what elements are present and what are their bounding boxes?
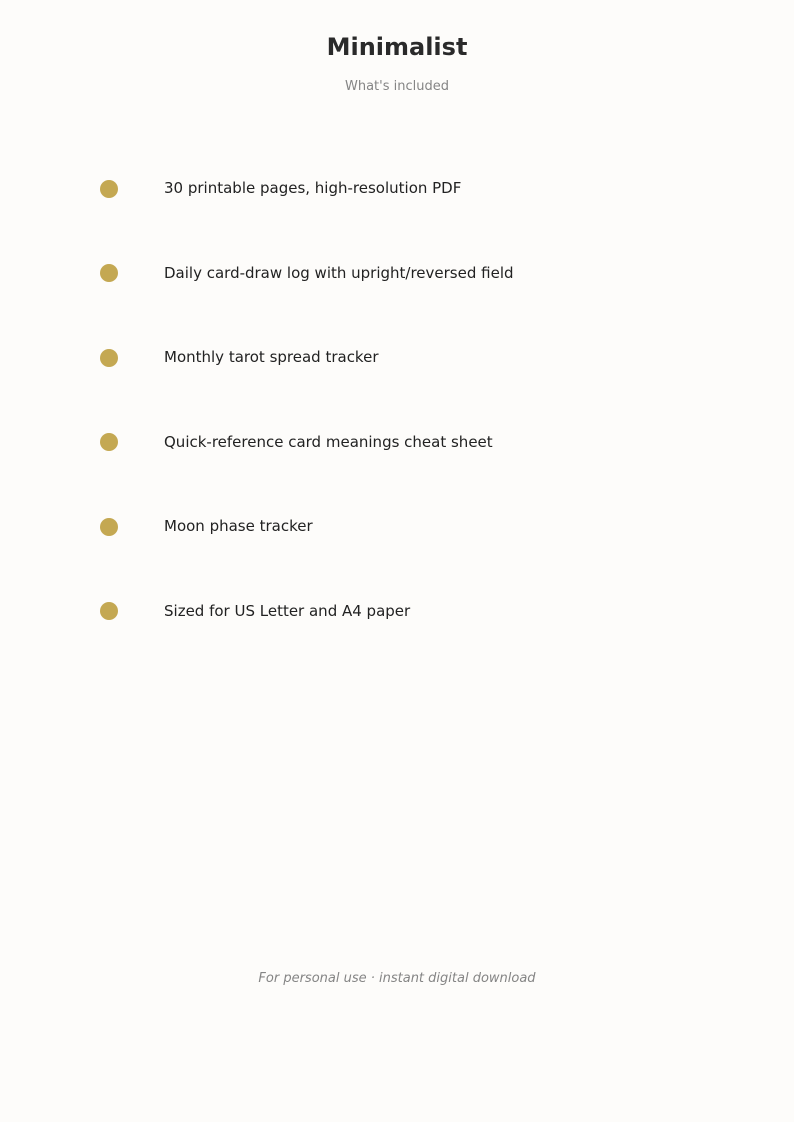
- feature-text: Monthly tarot spread tracker: [164, 348, 379, 366]
- page-title: Minimalist: [326, 33, 468, 61]
- feature-text: Moon phase tracker: [164, 517, 313, 535]
- bullet-dot-icon: [100, 180, 118, 198]
- feature-item: [0, 399, 794, 484]
- bullet-dot-icon: [100, 349, 118, 367]
- feature-item: [0, 314, 794, 399]
- footer-note: For personal use · instant digital download: [258, 971, 536, 986]
- feature-item: [0, 568, 794, 653]
- feature-text: Daily card-draw log with upright/reversed field: [164, 263, 514, 282]
- feature-list: [0, 145, 794, 652]
- bullet-dot-icon: [100, 602, 118, 620]
- feature-item: [0, 230, 794, 315]
- feature-item: [0, 483, 794, 568]
- bullet-dot-icon: [100, 518, 118, 536]
- feature-text: Quick-reference card meanings cheat sheet: [164, 432, 493, 451]
- feature-text: Sized for US Letter and A4 paper: [164, 601, 411, 620]
- feature-text: 30 printable pages, high-resolution PDF: [164, 179, 462, 197]
- feature-item: [0, 145, 794, 230]
- page-subtitle: What's included: [345, 79, 449, 94]
- bullet-dot-icon: [100, 264, 118, 282]
- bullet-dot-icon: [100, 433, 118, 451]
